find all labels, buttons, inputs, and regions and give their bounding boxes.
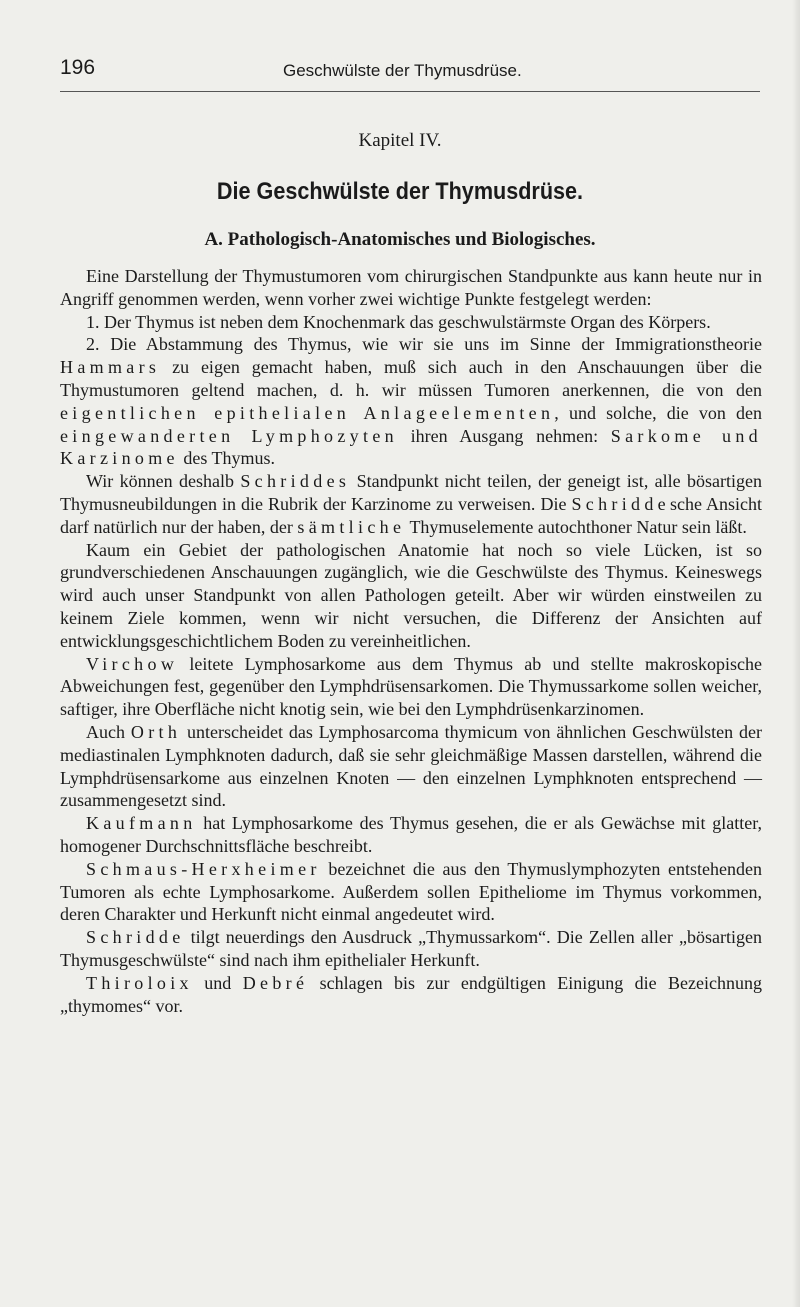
text-run: 2. Die Abstammung des Thymus, wie wir sie uns im Sinne der Immigrationstheorie: [86, 334, 762, 355]
text-run: sche Ansicht darf natürlich nur der haben, der: [60, 493, 762, 537]
page-edge-shadow: [792, 0, 800, 1307]
spaced-author-name: Kaufmann: [86, 813, 197, 834]
spaced-author-name: Virchow: [86, 653, 179, 674]
paragraph-virchow: [60, 653, 762, 721]
text-run: leitete Lymphosarkome aus dem Thymus ab und stellte makroskopische Abweichungen fest, gegenüber den Lymphdrüsensarkomen. Die Thymussarkome sollen weicher, saftiger, ihre Oberfläche nicht knotig sein, wie bei den Lymphdrüsenkarzinomen.: [60, 653, 762, 720]
text-run: Auch: [86, 721, 131, 742]
spaced-emphasis: eigentlichen epithelialen Anlageelementen: [60, 402, 555, 423]
spaced-author-name: Thiroloix: [86, 972, 193, 993]
chapter-title: Die Geschwülste der Thymusdrüse.: [216, 178, 584, 205]
text-run: zu eigen gemacht haben, muß sich auch in den Anschauungen über die Thymustumoren geltend machen, d. h. wir müssen Tumoren anerkennen, die von den: [60, 357, 762, 400]
text-run: bezeichnet die aus den Thymuslymphozyten entstehenden Tumoren als echte Lymphosarkome. Außerdem sollen Epitheliome im Thymus vorkommen, deren Charakter und Herkunft nicht einmal angedeutet wird.: [60, 858, 762, 925]
text-run: tilgt neuerdings den Ausdruck „Thymussarkom“. Die Zellen aller „bösartigen Thymusgeschwülste“ sind nach ihm epithelialer Herkunft.: [60, 927, 762, 970]
running-title: Geschwülste der Thymusdrüse.: [283, 61, 522, 80]
text-run: , und solche, die von den: [554, 402, 762, 423]
spaced-author-name: Schmaus-Herxheimer: [86, 858, 321, 879]
spaced-author-name: Debré: [242, 972, 309, 993]
text-run: ihren Ausgang nehmen:: [397, 425, 611, 446]
text-run: unterscheidet das Lymphosarcoma thymicum von ähnlichen Geschwülsten der mediastinalen Lymphknoten dadurch, daß sie sehr gleichmäßige Massen darstellen, während die Lymphdrüsensarkome aus einzelnen Knoten — den einzelnen Lymphknoten entsprechend — zusammengesetzt sind.: [60, 721, 762, 811]
chapter-label: Kapitel IV.: [358, 130, 442, 151]
paragraph-schridde: [60, 470, 762, 538]
spaced-author-name: Schridde: [86, 927, 185, 948]
paragraph-schridde-sarkom: [60, 926, 762, 972]
running-head: [60, 56, 760, 86]
text-run: hat Lymphosarkome des Thymus gesehen, die er als Gewächse mit glatter, homogener Durchschnittsfläche beschreibt.: [60, 813, 762, 856]
body-text: [60, 265, 762, 1017]
page-number: 196: [60, 56, 96, 79]
paragraph-intro: Eine Darstellung der Thymustumoren vom chirurgischen Standpunkte aus kann heute nur in Angriff genommen werden, wenn vorher zwei wichtige Punkte festgelegt werden:: [60, 266, 762, 309]
paragraph-schmaus-herxheimer: [60, 858, 762, 926]
text-run: schlagen bis zur endgültigen Einigung die Bezeichnung „thymomes“ vor.: [60, 972, 762, 1016]
paragraph-orth: [60, 721, 762, 812]
spaced-emphasis: eingewanderten Lymphozyten: [60, 425, 398, 446]
spaced-emphasis: sämtliche: [297, 516, 406, 537]
section-title: A. Pathologisch-Anatomisches und Biologisches.: [204, 229, 596, 250]
spaced-author-name: Hammars: [60, 357, 161, 378]
text-run: Thymuselemente autochthoner Natur sein läßt.: [405, 516, 747, 537]
paragraph-point-1: 1. Der Thymus ist neben dem Knochenmark das geschwulstärmste Organ des Körpers.: [86, 311, 711, 332]
spaced-author-name: Schriddes: [240, 471, 351, 492]
text-run: des Thymus.: [178, 448, 276, 469]
text-run: Standpunkt nicht teilen, der geneigt ist, alle bösartigen Thymusneubildungen in die Rubrik der Karzinome zu verweisen. Die: [60, 471, 762, 514]
header-rule: [60, 91, 760, 92]
text-run: Wir können deshalb: [86, 471, 241, 492]
paragraph-thiroloix-debre: [60, 972, 762, 1018]
spaced-author-name: Schridde: [571, 493, 670, 514]
spaced-author-name: Orth: [130, 721, 182, 742]
paragraph-gaps: Kaum ein Gebiet der pathologischen Anatomie hat noch so viele Lücken, ist so grundverschiedenen Anschauungen zugänglich, wie die Geschwülste des Thymus. Keineswegs wird auch unser Standpunkt von allen Pathologen geteilt. Aber wir würden einstweilen zu keinem Ziele kommen, wenn wir nicht versuchen, die Differenz der Ansichten auf entwicklungsgeschichtlichem Boden zu vereinheitlichen.: [60, 539, 762, 651]
paragraph-kaufmann: [60, 812, 762, 858]
text-run: und: [192, 972, 243, 993]
spaced-emphasis: Sarkome und Karzinome: [60, 425, 762, 469]
paragraph-point-2: [60, 333, 762, 470]
